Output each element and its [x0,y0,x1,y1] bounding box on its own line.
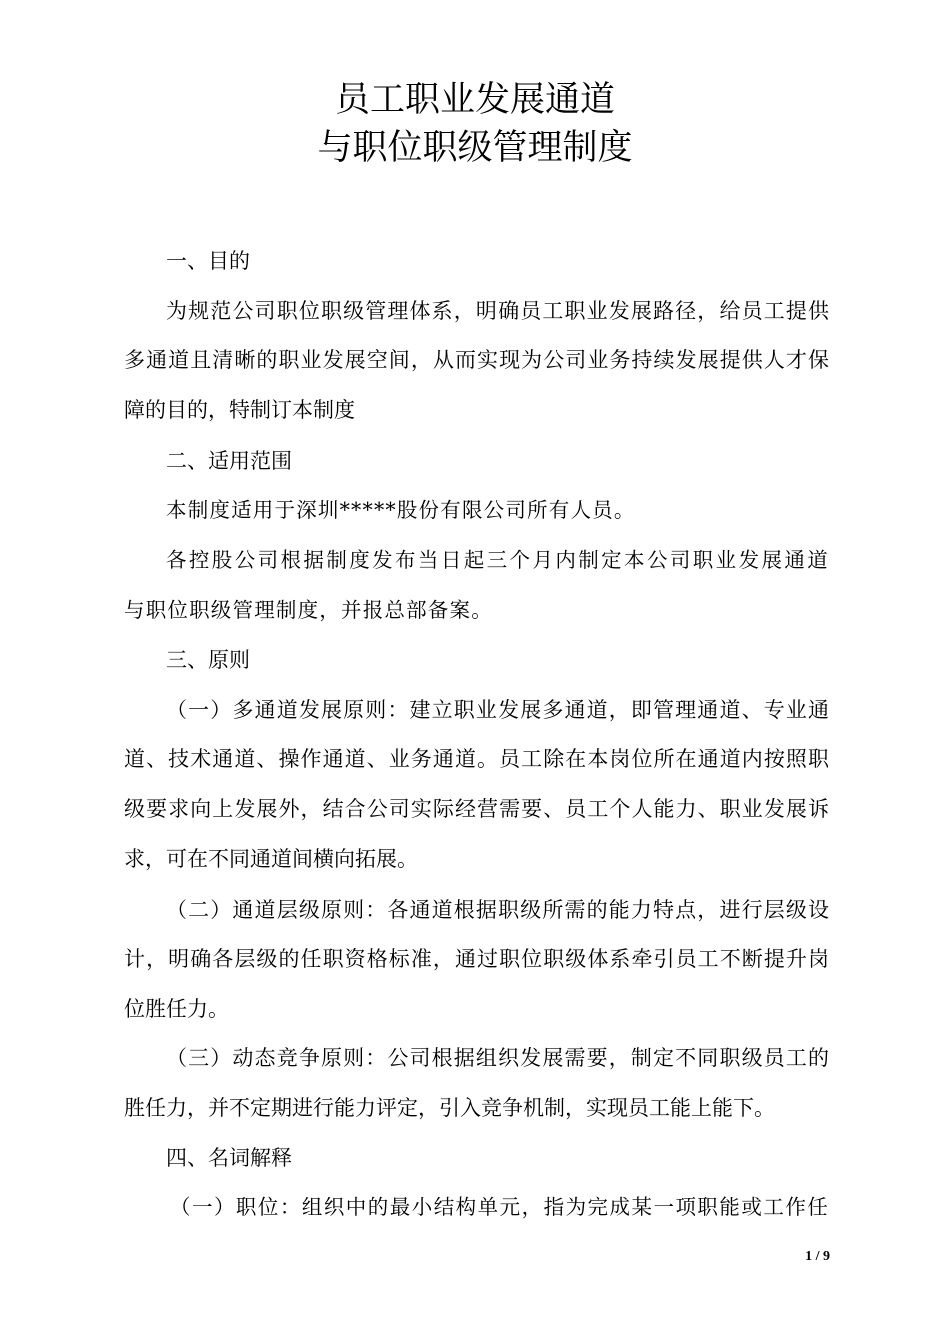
paragraph-line: （一）职位：组织中的最小结构单元，指为完成某一项职能或工作任 [170,1195,829,1219]
document-title-line-2: 与职位职级管理制度 [317,128,633,168]
paragraph-line: 位胜任力。 [124,997,229,1021]
section-heading-purpose: 一、目的 [166,249,250,273]
paragraph-line: （三）动态竞争原则：公司根据组织发展需要，制定不同职级员工的 [166,1046,829,1070]
page-number: 1 / 9 [805,1249,830,1264]
paragraph-line: 道、技术通道、操作通道、业务通道。员工除在本岗位所在通道内按照职 [124,747,829,771]
paragraph-line: 级要求向上发展外，结合公司实际经营需要、员工个人能力、职业发展诉 [124,797,829,821]
paragraph-line: （一）多通道发展原则：建立职业发展多通道，即管理通道、专业通 [166,698,829,722]
paragraph-line: 计，明确各层级的任职资格标准，通过职位职级体系牵引员工不断提升岗 [124,947,829,971]
section-heading-scope: 二、适用范围 [166,449,292,473]
paragraph-line: 多通道且清晰的职业发展空间，从而实现为公司业务持续发展提供人才保 [124,348,829,372]
paragraph-line: 与职位职级管理制度，并报总部备案。 [124,598,493,622]
paragraph-line: （二）通道层级原则：各通道根据职级所需的能力特点，进行层级设 [166,898,829,922]
section-heading-principles: 三、原则 [166,648,250,672]
paragraph-line: 为规范公司职位职级管理体系，明确员工职业发展路径，给员工提供 [166,299,829,323]
paragraph-line: 胜任力，并不定期进行能力评定，引入竞争机制，实现员工能上能下。 [124,1096,775,1120]
paragraph-line: 障的目的，特制订本制度 [124,398,355,422]
section-heading-definitions: 四、名词解释 [166,1146,292,1170]
document-title-line-1: 员工职业发展通道 [334,80,615,120]
paragraph-line: 各控股公司根据制度发布当日起三个月内制定本公司职业发展通道 [166,548,829,572]
paragraph-line: 本制度适用于深圳*****股份有限公司所有人员。 [166,498,636,522]
paragraph-line: 求，可在不同通道间横向拓展。 [124,847,418,871]
